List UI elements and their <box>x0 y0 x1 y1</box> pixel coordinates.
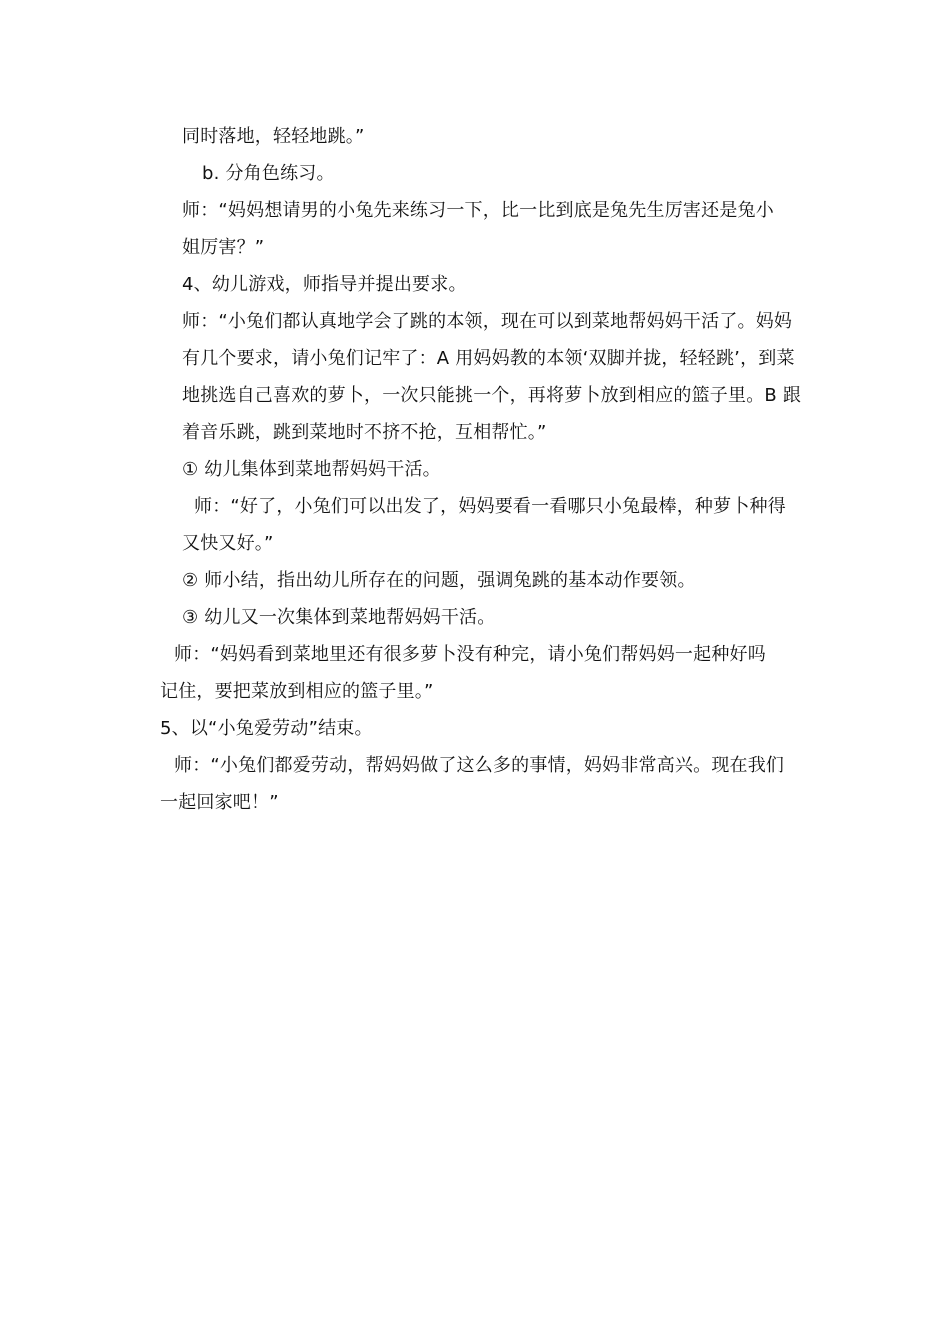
text-line-14: ③ 幼儿又一次集体到菜地帮妈妈干活。 <box>182 607 496 628</box>
text-line-18: 师：“小兔们都爱劳动，帮妈妈做了这么多的事情，妈妈非常高兴。现在我们 <box>174 755 785 776</box>
document-body <box>160 118 810 821</box>
text-line-16: 记住，要把菜放到相应的篮子里。” <box>160 681 434 702</box>
text-line-6: 师：“小兔们都认真地学会了跳的本领，现在可以到菜地帮妈妈干活了。妈妈 <box>182 311 793 332</box>
text-line-8: 地挑选自己喜欢的萝卜，一次只能挑一个，再将萝卜放到相应的篮子里。B 跟 <box>182 385 802 406</box>
text-line-19: 一起回家吧！” <box>160 792 279 813</box>
text-line-17: 5、以“小兔爱劳动”结束。 <box>160 718 373 739</box>
text-line-3: 师：“妈妈想请男的小兔先来练习一下，比一比到底是兔先生厉害还是兔小 <box>182 200 774 221</box>
text-line-7: 有几个要求，请小兔们记牢了：A 用妈妈教的本领‘双脚并拢，轻轻跳’，到菜 <box>182 348 795 369</box>
text-line-12: 又快又好。” <box>182 533 274 554</box>
text-line-5: 4、幼儿游戏，师指导并提出要求。 <box>182 274 467 295</box>
text-line-15: 师：“妈妈看到菜地里还有很多萝卜没有种完，请小兔们帮妈妈一起种好吗 <box>174 644 766 665</box>
text-line-4: 姐厉害？” <box>182 237 265 258</box>
text-line-2: b. 分角色练习。 <box>202 163 335 184</box>
text-line-10: ① 幼儿集体到菜地帮妈妈干活。 <box>182 459 441 480</box>
text-line-1: 同时落地，轻轻地跳。” <box>182 126 365 147</box>
text-line-11: 师：“好了，小兔们可以出发了，妈妈要看一看哪只小兔最棒，种萝卜种得 <box>194 496 786 517</box>
text-line-13: ② 师小结，指出幼儿所存在的问题，强调兔跳的基本动作要领。 <box>182 570 696 591</box>
text-line-9: 着音乐跳，跳到菜地时不挤不抢，互相帮忙。” <box>182 422 547 443</box>
